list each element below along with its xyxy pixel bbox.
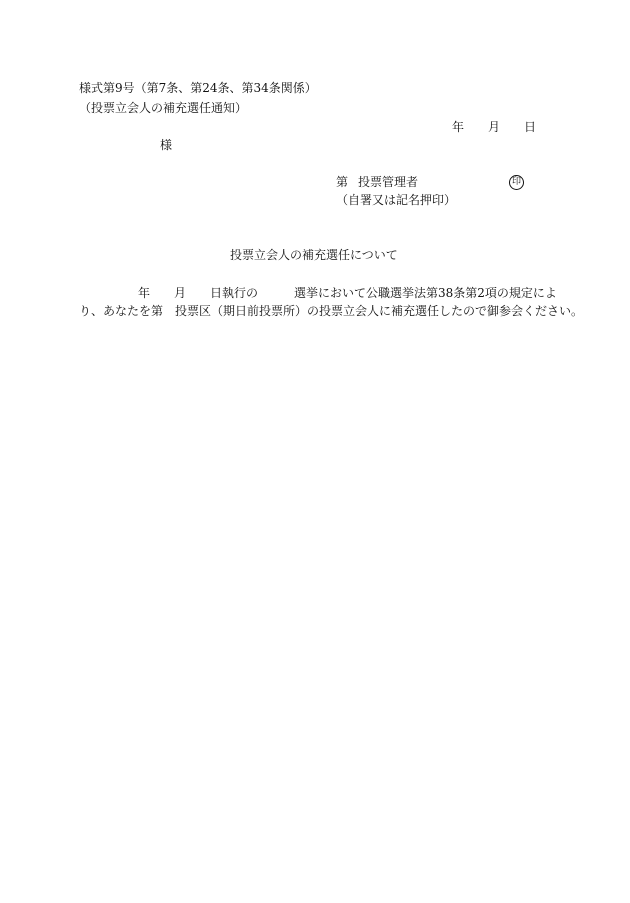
- addressee-honorific: 様: [160, 138, 173, 152]
- form-subtitle: （投票立会人の補充選任通知）: [79, 101, 248, 115]
- body-month-label: 月: [174, 286, 187, 300]
- seal-icon: 印: [509, 175, 524, 190]
- date-day-label: 日: [524, 120, 537, 134]
- sender-title: 投票管理者: [358, 175, 419, 189]
- form-number: 様式第9号（第7条、第24条、第34条関係）: [79, 81, 317, 95]
- body-year-label: 年: [138, 286, 151, 300]
- sender-prefix: 第: [336, 175, 349, 189]
- body-line2: り、あなたを第 投票区（期日前投票所）の投票立会人に補充選任したので御参会ください。: [79, 304, 584, 318]
- date-year-label: 年: [452, 120, 465, 134]
- body-line1-rest: 選挙において公職選挙法第38条第2項の規定によ: [294, 286, 557, 300]
- date-month-label: 月: [488, 120, 501, 134]
- body-day-execution: 日執行の: [210, 286, 259, 300]
- document-subject: 投票立会人の補充選任について: [230, 248, 398, 262]
- signature-note: （自署又は記名押印）: [336, 193, 457, 207]
